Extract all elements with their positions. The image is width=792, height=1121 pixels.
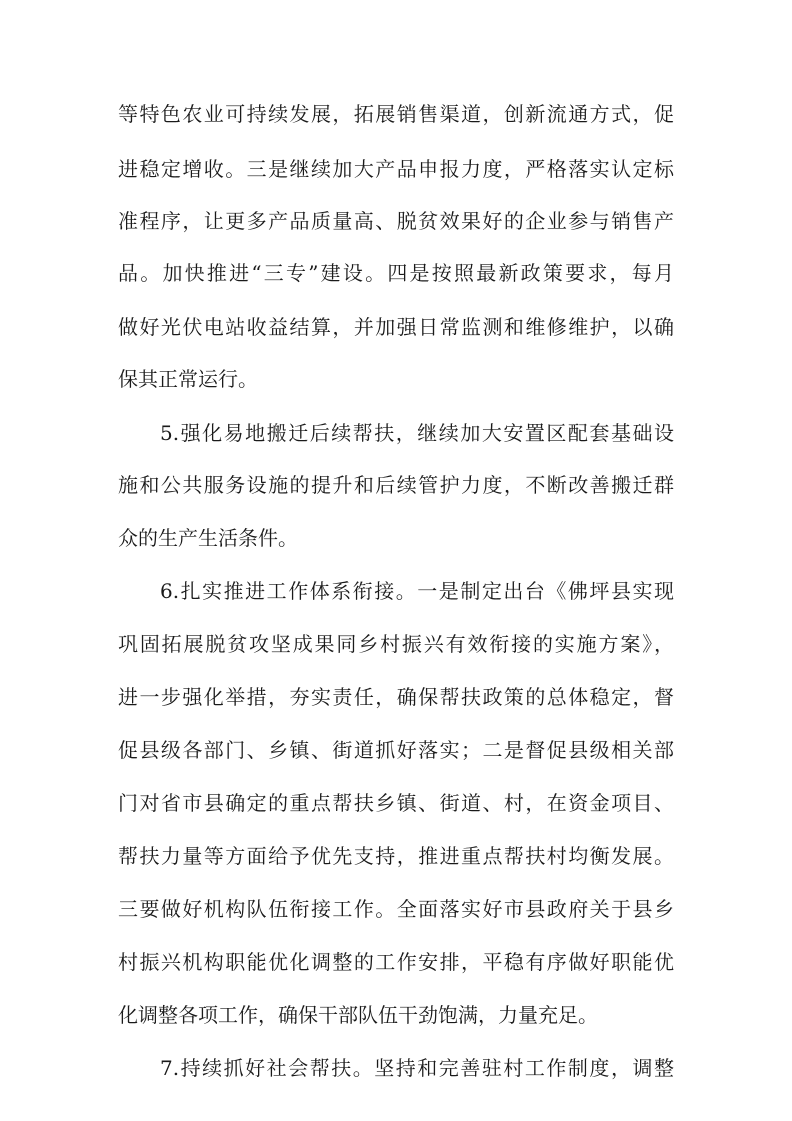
text-line: 促县级各部门、乡镇、街道抓好落实；二是督促县级相关部 [118, 738, 674, 762]
paragraph-6-heading-line: 6.扎实推进工作体系衔接。一是制定出台《佛坪县实现 [160, 579, 674, 603]
text-line: 品。加快推进“三专”建设。四是按照最新政策要求，每月 [118, 261, 674, 285]
text-line: 门对省市县确定的重点帮扶乡镇、街道、村，在资金项目、 [118, 791, 674, 815]
text-line: 保其正常运行。 [118, 367, 258, 391]
text-line: 三要做好机构队伍衔接工作。全面落实好市县政府关于县乡 [118, 897, 674, 921]
text-line: 做好光伏电站收益结算，并加强日常监测和维修维护，以确 [118, 315, 674, 339]
text-line: 等特色农业可持续发展，拓展销售渠道，创新流通方式，促 [118, 102, 674, 126]
text-line: 巩固拓展脱贫攻坚成果同乡村振兴有效衔接的实施方案》， [118, 632, 674, 656]
text-line: 施和公共服务设施的提升和后续管护力度，不断改善搬迁群 [118, 473, 674, 497]
paragraph-5-heading-line: 5.强化易地搬迁后续帮扶，继续加大安置区配套基础设 [160, 421, 674, 445]
text-line: 帮扶力量等方面给予优先支持，推进重点帮扶村均衡发展。 [118, 844, 674, 868]
text-line: 村振兴机构职能优化调整的工作安排，平稳有序做好职能优 [118, 950, 674, 974]
text-line: 进稳定增收。三是继续加大产品申报力度，严格落实认定标 [118, 157, 674, 181]
text-line: 化调整各项工作，确保干部队伍干劲饱满，力量充足。 [118, 1003, 598, 1027]
text-line: 准程序，让更多产品质量高、脱贫效果好的企业参与销售产 [118, 209, 674, 233]
paragraph-7-heading-line: 7.持续抓好社会帮扶。坚持和完善驻村工作制度，调整 [160, 1056, 674, 1080]
text-line: 进一步强化举措，夯实责任，确保帮扶政策的总体稳定，督 [118, 685, 674, 709]
text-line: 众的生产生活条件。 [118, 526, 298, 550]
